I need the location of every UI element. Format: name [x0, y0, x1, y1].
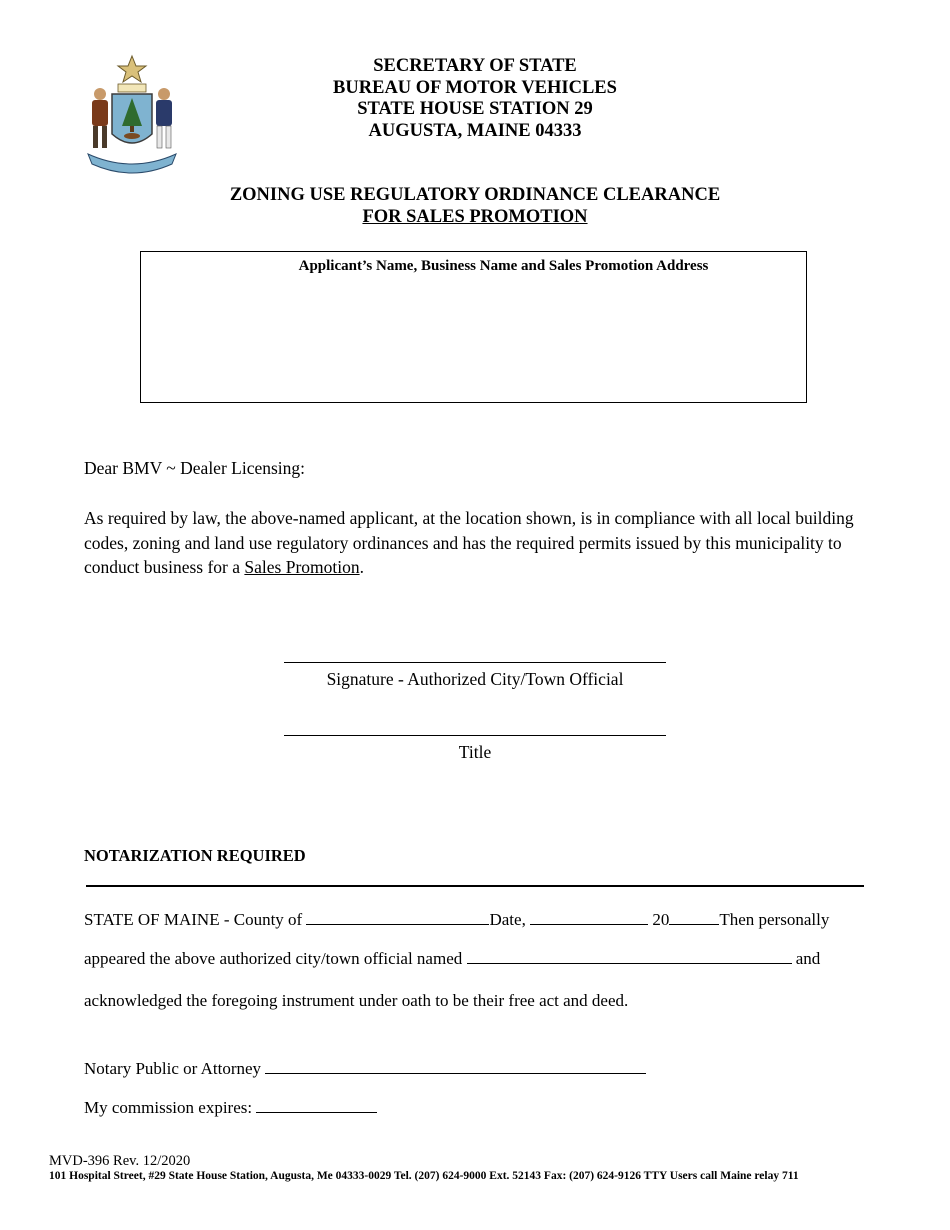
notary-signature-line — [84, 1059, 646, 1079]
sales-promotion-term: Sales Promotion — [244, 557, 360, 577]
form-title — [0, 185, 950, 228]
header-line: AUGUSTA, MAINE 04333 — [368, 120, 582, 141]
and-label: and — [795, 949, 821, 968]
form-title-line1: ZONING USE REGULATORY ORDINANCE CLEARANCE — [229, 185, 721, 205]
date-field[interactable] — [530, 910, 648, 925]
header-line: STATE HOUSE STATION 29 — [357, 99, 593, 119]
compliance-period: . — [359, 557, 364, 577]
year-field[interactable] — [669, 910, 719, 925]
header-line: BUREAU OF MOTOR VEHICLES — [333, 77, 617, 98]
form-id: MVD-396 Rev. 12/2020 — [49, 1153, 191, 1169]
commission-expiry-field[interactable] — [256, 1098, 377, 1113]
state-county-label: STATE OF MAINE - County of — [84, 910, 303, 929]
title-line[interactable] — [284, 735, 666, 736]
commission-label: My commission expires: — [84, 1098, 253, 1117]
signature-label: Signature - Authorized City/Town Official — [326, 669, 624, 689]
acknowledgment-text: acknowledged the foregoing instrument under oath to be their free act and deed. — [84, 991, 629, 1010]
notary-label: Notary Public or Attorney — [84, 1059, 262, 1078]
notary-signature-field[interactable] — [265, 1059, 646, 1074]
notary-line-1 — [84, 910, 829, 930]
greeting: Dear BMV ~ Dealer Licensing: — [84, 458, 306, 478]
footer-address: 101 Hospital Street, #29 State House Station, Augusta, Me 04333-0029 Tel. (207) 624-9000 Ext. 52143 Fax: (207) 624-9126 TTY Users call Maine relay 711 — [49, 1170, 799, 1182]
then-personally-text: Then personally — [719, 910, 830, 929]
form-title-line2: FOR SALES PROMOTION — [362, 206, 588, 227]
applicant-box-label: Applicant’s Name, Business Name and Sales Promotion Address — [298, 258, 709, 274]
compliance-statement — [84, 506, 874, 580]
divider — [86, 885, 864, 887]
notary-line-2 — [84, 949, 820, 969]
notarization-heading: NOTARIZATION REQUIRED — [84, 846, 306, 865]
date-label: Date, — [489, 910, 526, 929]
county-field[interactable] — [306, 910, 489, 925]
title-label: Title — [458, 742, 492, 762]
compliance-text: As required by law, the above-named applicant, at the location shown, is in compliance with all local building codes, zoning and land use regulatory ordinances and has the required permits issued by this municipality to conduct business for a — [84, 508, 854, 577]
header-line: SECRETARY OF STATE — [373, 56, 577, 76]
appeared-label: appeared the above authorized city/town official named — [84, 949, 463, 968]
commission-line — [84, 1098, 377, 1118]
year-prefix: 20 — [652, 910, 670, 929]
signature-line[interactable] — [284, 662, 666, 663]
official-name-field[interactable] — [467, 949, 792, 964]
applicant-info-box[interactable] — [140, 251, 807, 403]
agency-header — [0, 56, 950, 142]
